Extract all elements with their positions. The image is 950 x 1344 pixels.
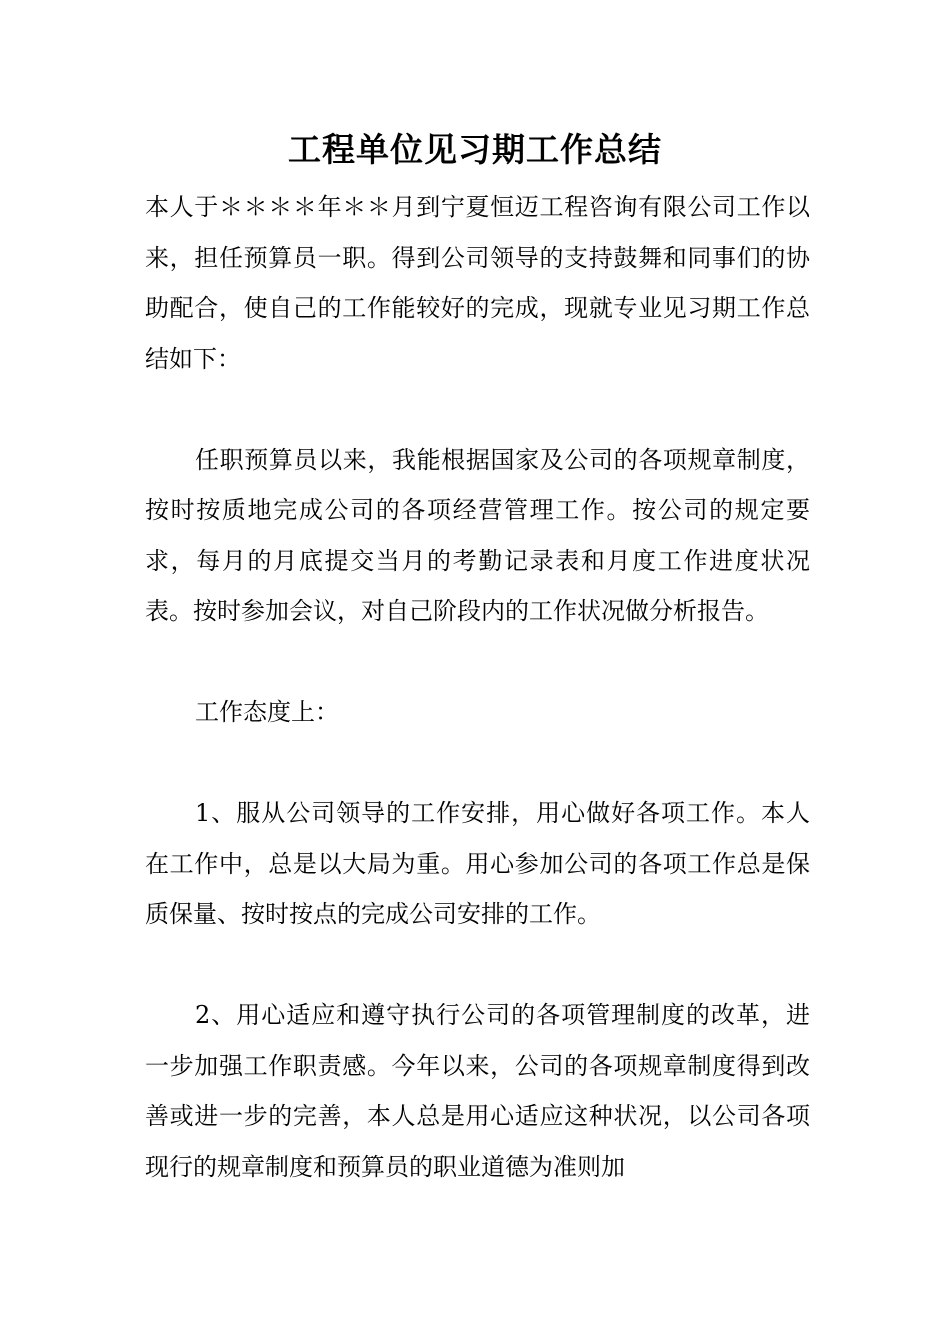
document-title: 工程单位见习期工作总结 <box>288 130 662 169</box>
document-body <box>145 182 810 1192</box>
paragraph-intro: 本人于＊＊＊＊年＊＊月到宁夏恒迈工程咨询有限公司工作以来，担任预算员一职。得到公司领导的支持鼓舞和同事们的协助配合，使自己的工作能较好的完成，现就专业见习期工作总结如下： <box>145 193 810 373</box>
paragraph-gap <box>145 738 810 789</box>
paragraph-gap <box>145 637 810 688</box>
paragraph-point-2: 2、用心适应和遵守执行公司的各项管理制度的改革，进一步加强工作职责感。今年以来，公司的各项规章制度得到改善或进一步的完善，本人总是用心适应这种状况，以公司各项现行的规章制度和预算员的职业道德为准则加 <box>145 1001 810 1181</box>
paragraph-gap <box>145 940 810 991</box>
paragraph-duties: 任职预算员以来，我能根据国家及公司的各项规章制度，按时按质地完成公司的各项经营管理工作。按公司的规定要求，每月的月底提交当月的考勤记录表和月度工作进度状况表。按时参加会议，对自己阶段内的工作状况做分析报告。 <box>145 445 810 625</box>
paragraph-point-1: 1、服从公司领导的工作安排，用心做好各项工作。本人在工作中，总是以大局为重。用心参加公司的各项工作总是保质保量、按时按点的完成公司安排的工作。 <box>145 799 810 928</box>
paragraph-gap <box>145 384 810 435</box>
section-heading-attitude: 工作态度上： <box>195 698 339 726</box>
